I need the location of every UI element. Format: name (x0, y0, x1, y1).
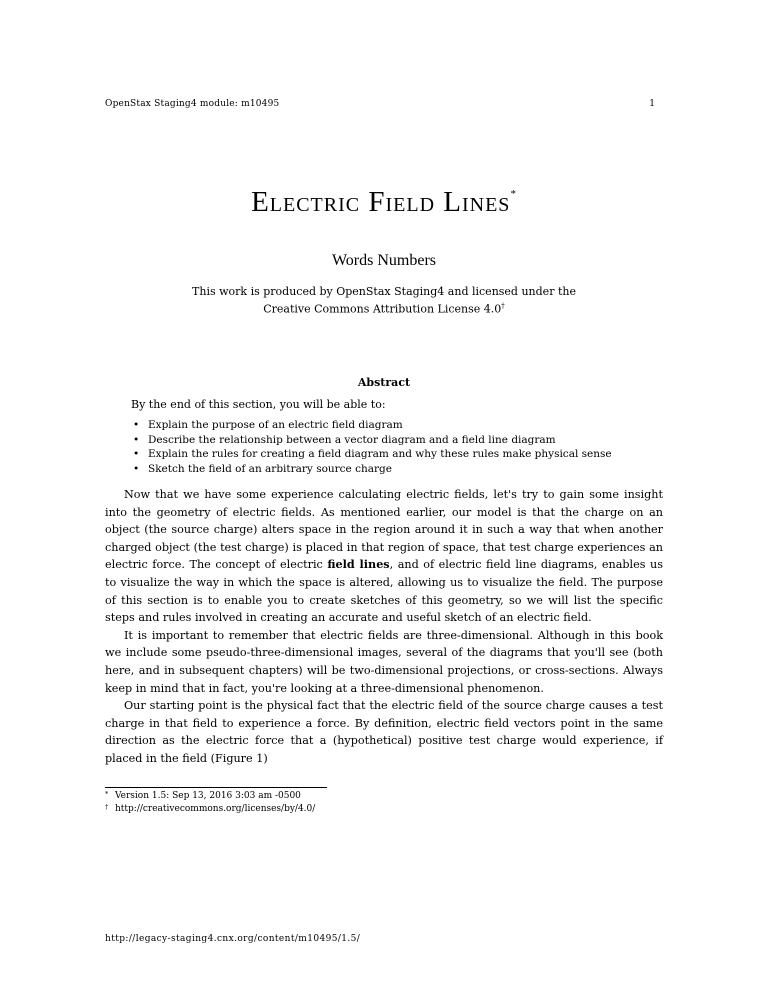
paragraph-3: Our starting point is the physical fact that the electric field of the source charge causes a test charge in that field to experience a force. By definition, electric field vectors point in the same direction as the electric force that a (hypothetical) positive test charge would experience, if placed in the field (Figure 1) (105, 699, 663, 765)
learning-objectives-list (131, 418, 612, 476)
list-item: • Explain the rules for creating a field diagram and why these rules make physical sense (131, 447, 612, 462)
footnote-link[interactable]: http://creativecommons.org/licenses/by/4.0/ (115, 804, 316, 814)
running-header: OpenStax Staging4 module: m10495 (105, 99, 280, 109)
footnote (105, 790, 315, 803)
body-text (105, 486, 663, 768)
license-footnote-mark: † (501, 302, 505, 310)
document-title (0, 186, 768, 219)
footer-url[interactable]: http://legacy-staging4.cnx.org/content/m10495/1.5/ (105, 934, 361, 944)
paragraph-2: It is important to remember that electric fields are three-dimensional. Although in this book we include some pseudo-three-dimensional images, several of the diagrams that you'll see (both here, and in subsequent chapters) will be two-dimensional projections, or cross-sections. Always keep in mind that in fact, you're looking at a three-dimensional phenomenon. (105, 628, 663, 695)
abstract-intro: By the end of this section, you will be able to: (131, 398, 386, 411)
term-field-lines: field lines (327, 557, 390, 572)
license-line-2: Creative Commons Attribution License 4.0 (263, 302, 502, 316)
paragraph-1 (105, 486, 663, 627)
footnote-mark: * (105, 790, 109, 798)
page-number: 1 (649, 99, 655, 109)
list-item: • Explain the purpose of an electric field diagram (131, 418, 612, 433)
title-footnote-mark: * (510, 188, 517, 200)
list-item: • Describe the relationship between a vector diagram and a field line diagram (131, 433, 612, 448)
list-item: • Sketch the field of an arbitrary source charge (131, 462, 612, 477)
footnote-text: Version 1.5: Sep 13, 2016 3:03 am -0500 (115, 791, 301, 801)
footnote-mark: † (105, 803, 109, 811)
author: Words Numbers (331, 252, 437, 269)
footnote (105, 803, 315, 816)
paragraph-1-text-a: Now that we have some experience calculating electric fields, let's try to gain some insight into the geometry of electric fields. As mentioned earlier, our model is that the charge on an object (the source charge) alters space in the region around it in such a way that when another charged object (the test charge) is placed in that region of space, that test charge experiences an electric force. The concept of electric (105, 488, 663, 572)
footnotes (105, 790, 315, 816)
license-notice (0, 284, 768, 317)
license-line-1: This work is produced by OpenStax Staging4 and licensed under the (192, 285, 576, 298)
paragraph-1-text-b: , and of electric field line diagrams, enables us to visualize the way in which the space is altered, allowing us to visualize the field. The purpose of this section is to enable you to create sketches of this geometry, so we will list the specific steps and rules involved in creating an accurate and useful sketch of an electric field. (105, 558, 663, 625)
title-text: Electric Field Lines (251, 186, 511, 218)
abstract-heading: Abstract (357, 376, 411, 389)
footnote-divider (105, 787, 327, 788)
